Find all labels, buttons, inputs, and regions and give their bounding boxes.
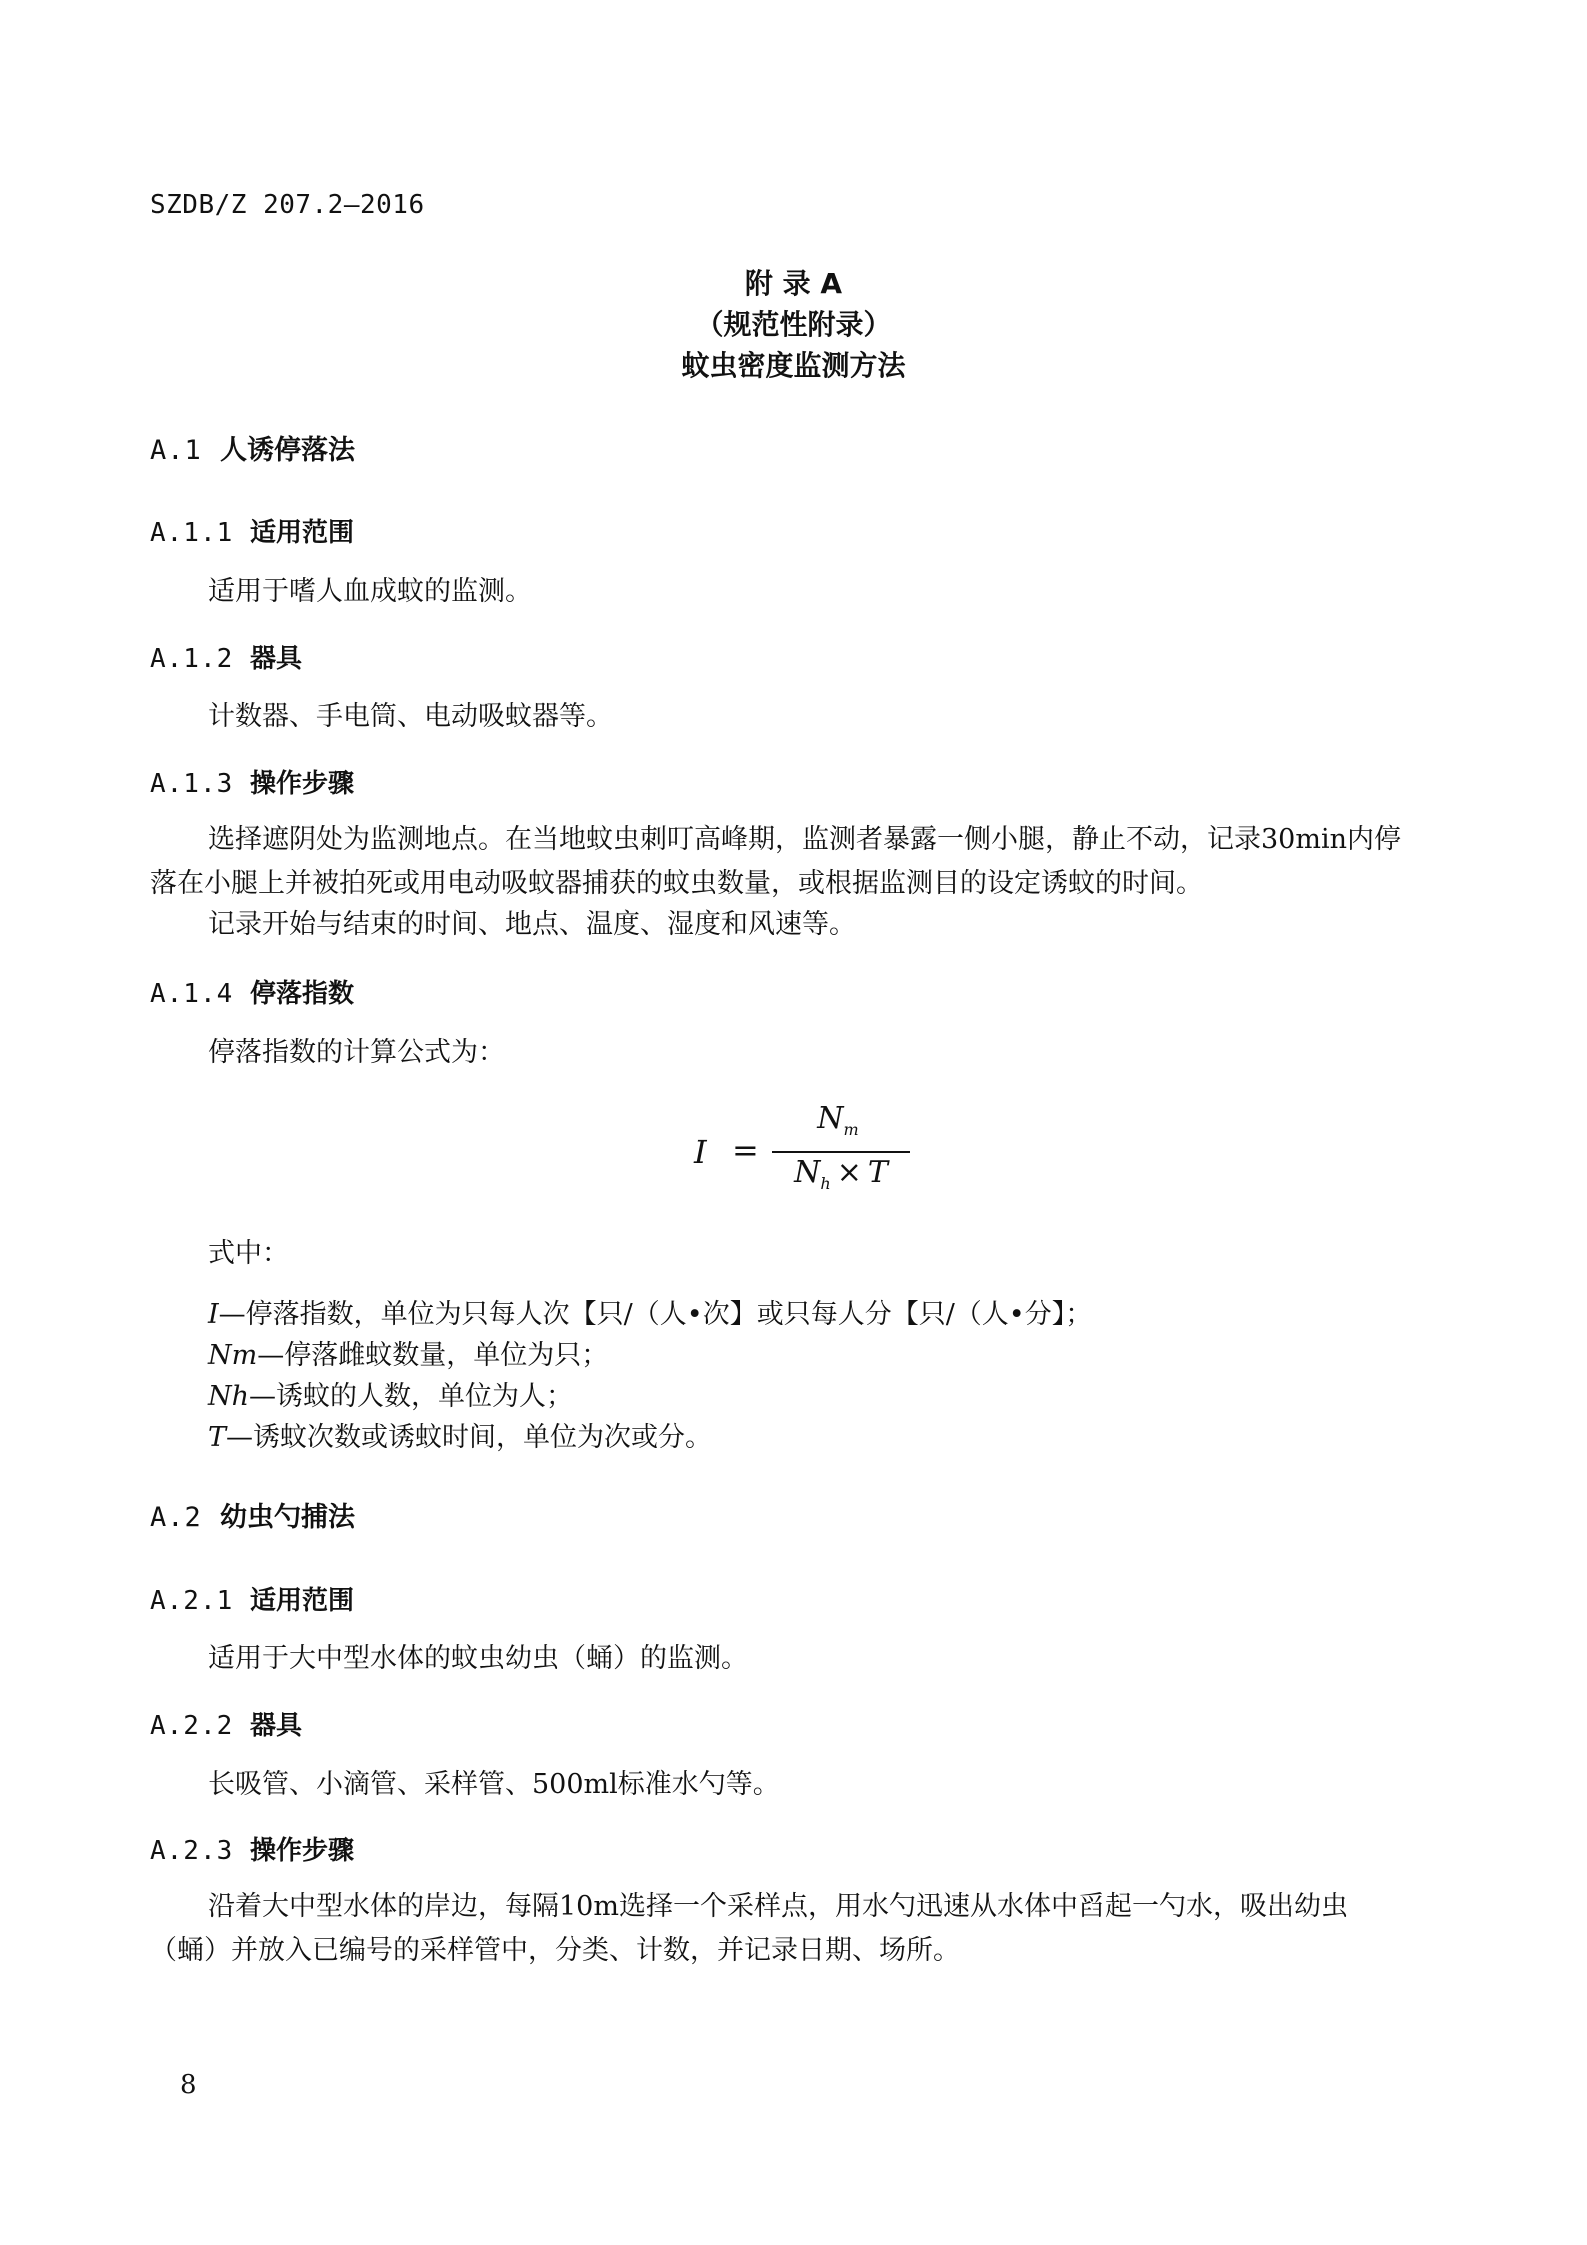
section-a1-4-heading — [150, 973, 354, 1010]
section-number: A.2.1 — [150, 1586, 234, 1616]
formula-denominator: $N_h \times T$ — [794, 1155, 888, 1193]
section-number: A.2.2 — [150, 1711, 234, 1741]
section-number: A.1.2 — [150, 644, 234, 674]
paragraph: 沿着大中型水体的岸边，每隔10m选择一个采样点，用水勺迅速从水体中舀起一勺水，吸出幼虫（蛹）并放入已编号的采样管中，分类、计数，并记录日期、场所。 — [150, 1891, 1348, 1966]
section-a2-3-heading — [150, 1830, 354, 1867]
section-a1-1-heading — [150, 512, 354, 549]
fraction-bar — [772, 1151, 910, 1153]
section-a2-2-heading — [150, 1705, 302, 1742]
paragraph: 选择遮阴处为监测地点。在当地蚊虫刺叮高峰期，监测者暴露一侧小腿，静止不动，记录30min内停落在小腿上并被拍死或用电动吸蚊器捕获的蚊虫数量，或根据监测目的设定诱蚊的时间。 — [150, 824, 1401, 899]
section-number: A.1.4 — [150, 979, 234, 1009]
section-title: 停落指数 — [250, 979, 355, 1009]
where-label: 式中： — [208, 1238, 289, 1269]
appendix-type: （规范性附录） — [695, 308, 892, 341]
page-number: 8 — [180, 2070, 197, 2100]
paragraph: 计数器、手电筒、电动吸蚊器等。 — [208, 701, 613, 732]
section-number: A.1.1 — [150, 518, 234, 548]
section-title: 器具 — [250, 1711, 303, 1741]
section-title: 器具 — [250, 644, 303, 674]
stop-index-formula — [680, 1095, 980, 1205]
appendix-label: 附 录 A — [744, 267, 843, 300]
section-title: 操作步骤 — [250, 1836, 355, 1866]
definition-item: Nh—诱蚊的人数，单位为人； — [208, 1381, 574, 1412]
formula-intro: 停落指数的计算公式为： — [208, 1037, 505, 1068]
section-title: 人诱停落法 — [220, 435, 355, 466]
section-title: 幼虫勺捕法 — [220, 1502, 355, 1533]
paragraph: 适用于大中型水体的蚊虫幼虫（蛹）的监测。 — [208, 1643, 748, 1674]
paragraph: 记录开始与结束的时间、地点、温度、湿度和风速等。 — [208, 909, 856, 940]
section-number: A.2 — [150, 1502, 202, 1533]
section-a1-heading — [150, 428, 355, 467]
appendix-title: 蚊虫密度监测方法 — [681, 349, 906, 382]
paragraph: 长吸管、小滴管、采样管、500ml标准水勺等。 — [208, 1769, 780, 1800]
section-a2-1-heading — [150, 1580, 354, 1617]
formula-equals: = — [732, 1131, 759, 1169]
section-a1-2-heading — [150, 638, 302, 675]
section-a2-heading — [150, 1495, 355, 1534]
section-number: A.2.3 — [150, 1836, 234, 1866]
section-title: 适用范围 — [250, 1586, 355, 1616]
section-title: 操作步骤 — [250, 769, 355, 799]
definition-item: T—诱蚊次数或诱蚊时间，单位为次或分。 — [208, 1422, 713, 1453]
section-a1-3-heading — [150, 763, 354, 800]
section-title: 适用范围 — [250, 518, 355, 548]
section-number: A.1 — [150, 435, 202, 466]
formula-numerator: $N_m$ — [817, 1101, 859, 1139]
definition-item: I—停落指数，单位为只每人次【只/（人•次】或只每人分【只/（人•分】； — [208, 1299, 1093, 1330]
formula-lhs: I — [694, 1133, 707, 1171]
document-code: SZDB/Z 207.2—2016 — [150, 190, 425, 220]
definition-item: Nm—停落雌蚊数量，单位为只； — [208, 1340, 609, 1371]
section-number: A.1.3 — [150, 769, 234, 799]
paragraph: 适用于嗜人血成蚊的监测。 — [208, 576, 532, 607]
